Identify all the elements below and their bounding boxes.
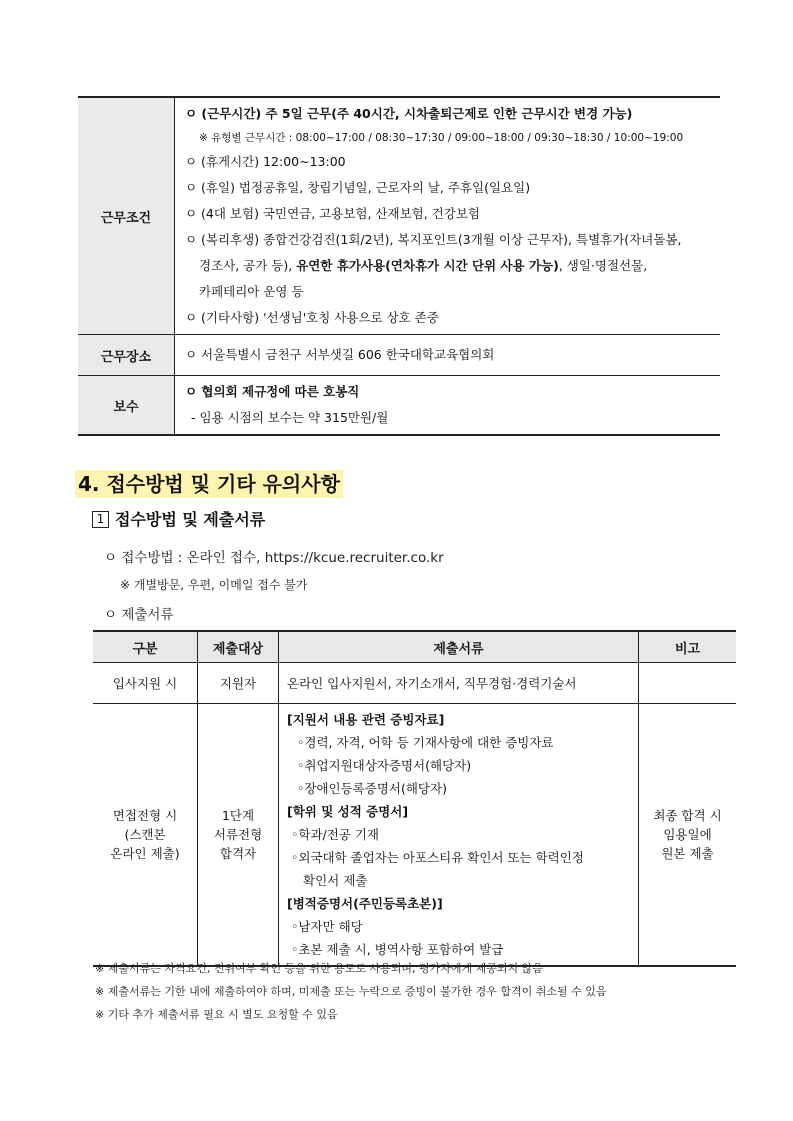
doc-group-heading: [학위 및 성적 증명서] [287,804,409,819]
footnote: ※ 기타 추가 제출서류 필요 시 별도 요청할 수 있음 [95,1008,338,1021]
welfare-text-bold: 유연한 휴가사용(연차휴가 시간 단위 사용 가능) [296,258,559,273]
etc-line: ㅇ (기타사항) '선생님'호칭 사용으로 상호 존중 [185,310,439,325]
target-cell [198,704,279,967]
table-row [78,97,720,335]
welfare-text-post: , 생일·명절선물, [558,258,648,273]
method-line: ㅇ 접수방법 : 온라인 접수, https://kcue.recruiter.co.kr [104,550,444,566]
doc-item: ◦학과/전공 기재 [291,827,380,842]
footnote: ※ 제출서류는 자격요건, 진위여부 확인 등을 위한 용도로 사용되며, 평가자에게 제공되지 않음 [95,962,543,975]
stage-cell: 입사지원 시 [93,663,198,704]
col-header-docs: 제출서류 [279,631,639,663]
method-note: ※ 개별방문, 우편, 이메일 접수 불가 [120,578,308,592]
doc-item: ◦남자만 해당 [291,919,363,934]
target-cell: 지원자 [198,663,279,704]
stage-line: (스캔본 [124,827,166,842]
subsection-title [92,507,265,530]
work-place-line: ㅇ 서울특별시 금천구 서부샛길 606 한국대학교육협의회 [185,347,495,362]
doc-item: ◦경력, 자격, 어학 등 기재사항에 대한 증빙자료 [297,735,554,750]
footnote: ※ 제출서류는 기한 내에 제출하여야 하며, 미제출 또는 누락으로 증빙이 불가한 경우 합격이 취소될 수 있음 [95,985,607,998]
remark-line: 최종 합격 시 [653,808,722,823]
welfare-line: ㅇ (복리후생) 종합건강검진(1회/2년), 복지포인트(3개월 이상 근무자), 특별휴가(자녀돌봄, [185,232,682,247]
remark-line: 원본 제출 [661,846,714,861]
docs-cell: 온라인 입사지원서, 자기소개서, 직무경험·경력기술서 [279,663,639,704]
submission-table [93,630,736,967]
doc-item: ◦취업지원대상자증명서(해당자) [297,758,472,773]
table-row [78,376,720,436]
stage-line: 온라인 제출) [110,846,180,861]
table-header-row [93,631,736,663]
target-line: 서류전형 [213,827,263,842]
stage-cell [93,704,198,967]
col-header-target: 제출대상 [198,631,279,663]
section-title: 4. 접수방법 및 기타 유의사항 [75,470,343,498]
welfare-line-cont [185,253,720,279]
col-header-remark: 비고 [639,631,737,663]
doc-group-heading: [병적증명서(주민등록초본)] [287,896,443,911]
doc-item-cont: 확인서 제출 [303,873,368,888]
doc-item: ◦초본 제출 시, 병역사항 포함하여 발급 [291,942,504,957]
row-header-work-place: 근무장소 [78,335,175,376]
row-header-work-conditions: 근무조건 [78,97,175,335]
remark-line: 임용일에 [663,827,712,842]
salary-detail-line: - 임용 시점의 보수는 약 315만원/월 [191,410,389,425]
subsection-number: 1 [92,511,109,528]
table-row [78,335,720,376]
salary-cell [175,376,721,436]
docs-line: ㅇ 제출서류 [104,607,174,623]
doc-item: ◦장애인등록증명서(해당자) [297,781,447,796]
insurance-line: ㅇ (4대 보험) 국민연금, 고용보험, 산재보험, 건강보험 [185,206,480,221]
conditions-table [78,96,720,436]
table-row [93,663,736,704]
subsection-title-text: 접수방법 및 제출서류 [115,510,266,529]
docs-cell [279,704,639,967]
remark-cell [639,704,737,967]
work-conditions-cell [175,97,721,335]
salary-line: ㅇ 협의회 제규정에 따른 호봉직 [185,384,360,399]
stage-line: 면접전형 시 [112,808,178,823]
welfare-line-cont2: 카페테리아 운영 등 [199,284,304,299]
work-place-cell [175,335,721,376]
row-header-salary: 보수 [78,376,175,436]
break-time-line: ㅇ (휴게시간) 12:00~13:00 [185,154,346,169]
doc-item: ◦외국대학 졸업자는 아포스티유 확인서 또는 학력인정 [291,850,584,865]
target-line: 합격자 [219,846,257,861]
work-hours-line: ㅇ (근무시간) 주 5일 근무(주 40시간, 시차출퇴근제로 인한 근무시간 변경 가능) [185,106,633,121]
doc-group-heading: [지원서 내용 관련 증빙자료] [287,712,445,727]
holidays-line: ㅇ (휴일) 법정공휴일, 창립기념일, 근로자의 날, 주휴일(일요일) [185,180,531,195]
welfare-text-pre: 경조사, 공가 등), [199,258,297,273]
col-header-stage: 구분 [93,631,198,663]
remark-cell [639,663,737,704]
target-line: 1단계 [221,808,255,823]
work-hours-note: ※ 유형별 근무시간 : 08:00~17:00 / 08:30~17:30 / 09:00~18:00 / 09:30~18:30 / 10:00~19:00 [199,132,684,144]
table-row [93,704,736,967]
